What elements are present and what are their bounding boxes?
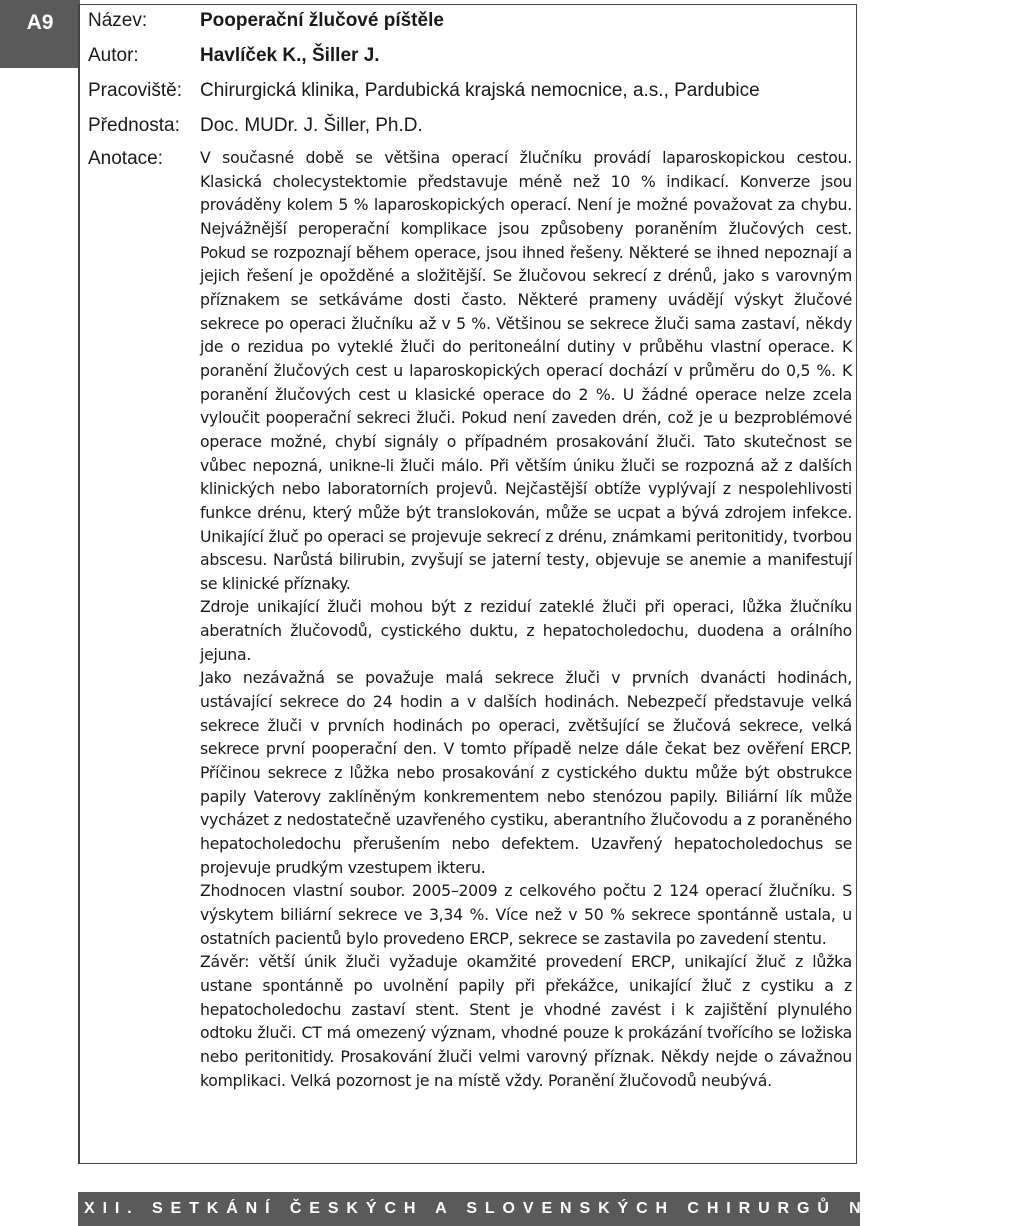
- annotation-paragraph-2: Zdroje unikající žluči mohou být z reziduí zateklé žluči při operaci, lůžka žlučníku aberatních žlučovodů, cystického duktu, z hepatocholedochu, duodena a orálního jejuna.: [200, 597, 852, 664]
- conference-footer: XII. SETKÁNÍ ČESKÝCH A SLOVENSKÝCH CHIRURGŮ NA MORAVĚ: [78, 1192, 860, 1226]
- annotation-label: Anotace:: [88, 148, 163, 169]
- author-row: [88, 45, 860, 67]
- frame-left-border: [78, 4, 80, 1164]
- section-badge: A9: [0, 0, 80, 68]
- workplace-name: Chirurgická klinika, Pardubická krajská nemocnice, a.s., Pardubice: [200, 80, 760, 101]
- title-row: [88, 10, 860, 32]
- annotation-paragraph-3: Jako nezávažná se považuje malá sekrece žluči v prvních dvanácti hodinách, ustávající sekrece do 24 hodin a v dalších hodinách. Nebezpečí představuje velká sekrece žluči v prvních hodinách po operaci, zvětšující se žlučová sekrece, velká sekrece první pooperační den. V tomto případě nelze dále čekat bez ověření ERCP. Příčinou sekrece z lůžka nebo prosakování z cystického duktu může být obstrukce papily Vaterovy zaklíněným konkrementem nebo stenózou papily. Biliární lík může vycházet z nedostatečně uzavřeného cystiku, aberantního žlučovodu a z poraněného hepatocholedochu přerušením nebo defektem. Uzavřený hepatocholedochus se projevuje prudkým vzestupem ikteru.: [200, 668, 852, 877]
- annotation-paragraph-4: Zhodnocen vlastní soubor. 2005–2009 z celkového počtu 2 124 operací žlučníku. S výskytem biliární sekrece ve 3,34 %. Více než v 50 % sekrece spontánně ustala, u ostatních pacientů bylo provedeno ERCP, sekrece se zastavila po zavedení stentu.: [200, 881, 852, 948]
- title-label: Název:: [88, 10, 148, 31]
- annotation-body: [200, 146, 852, 1092]
- abstract-title: Pooperační žlučové píštěle: [200, 10, 444, 31]
- head-name: Doc. MUDr. J. Šiller, Ph.D.: [200, 115, 423, 136]
- author-names: Havlíček K., Šiller J.: [200, 45, 380, 66]
- workplace-row: [88, 80, 860, 102]
- author-label: Autor:: [88, 45, 139, 66]
- head-label: Přednosta:: [88, 115, 180, 136]
- workplace-label: Pracoviště:: [88, 80, 182, 101]
- annotation-paragraph-1: V současné době se většina operací žlučníku provádí laparoskopickou cestou. Klasická cholecystektomie představuje méně než 10 % indikací. Konverze jsou prováděny kolem 5 % laparoskopických operací. Není je možné považovat za chybu. Nejvážnější peroperační komplikace jsou způsobeny poraněním žlučových cest. Pokud se rozpoznají během operace, jsou ihned řešeny. Některé se ihned nepoznají a jejich řešení je opožděné a složitější. Se žlučovou sekrecí z drénů, jako s varovným příznakem se setkáváme dosti často. Některé prameny uvádějí výskyt žlučové sekrece po operaci žlučníku až v 5 %. Většinou se sekrece žluči sama zastaví, někdy jde o rezidua po vyteklé žluči do peritoneální dutiny v průběhu vlastní operace. K poranění žlučových cest u laparoskopických operací dochází v průměru do 0,5 %. K poranění žlučových cest u klasické operace do 2 %. U žádné operace nelze zcela vyloučit pooperační sekreci žluči. Pokud není zaveden drén, což je u bezproblémové operace možné, chybí signály o případném prosakování žluči. Tato skutečnost se vůbec nepozná, unikne-li žluči málo. Při větším úniku žluči se rozpozná až z dalších klinických nebo laboratorních projevů. Nejčastější obtíže vyplývají z nespolehlivosti funkce drénu, který může být translokován, může se ucpat a bývá zdrojem infekce. Unikající žluč po operaci se projevuje sekrecí z drénu, známkami peritonitidy, tvorbou abscesu. Narůstá bilirubin, zvyšují se jaterní testy, objevuje se anemie a manifestují se klinické příznaky.: [200, 148, 852, 593]
- annotation-paragraph-5: Závěr: větší únik žluči vyžaduje okamžité provedení ERCP, unikající žluč z lůžka ustane spontánně po uvolnění papily při překážce, unikající žluč z cystiku a z hepatocholedochu zastaví stent. Stent je vhodné zavést i k zajištění plynulého odtoku žluči. CT má omezený význam, vhodné pouze k prokázání tvořícího se ložiska nebo peritonitidy. Prosakování žluči velmi varovný příznak. Někdy nejde o závažnou komplikaci. Velká pozornost je na místě vždy. Poranění žlučovodů neubývá.: [200, 952, 852, 1090]
- head-row: [88, 115, 860, 137]
